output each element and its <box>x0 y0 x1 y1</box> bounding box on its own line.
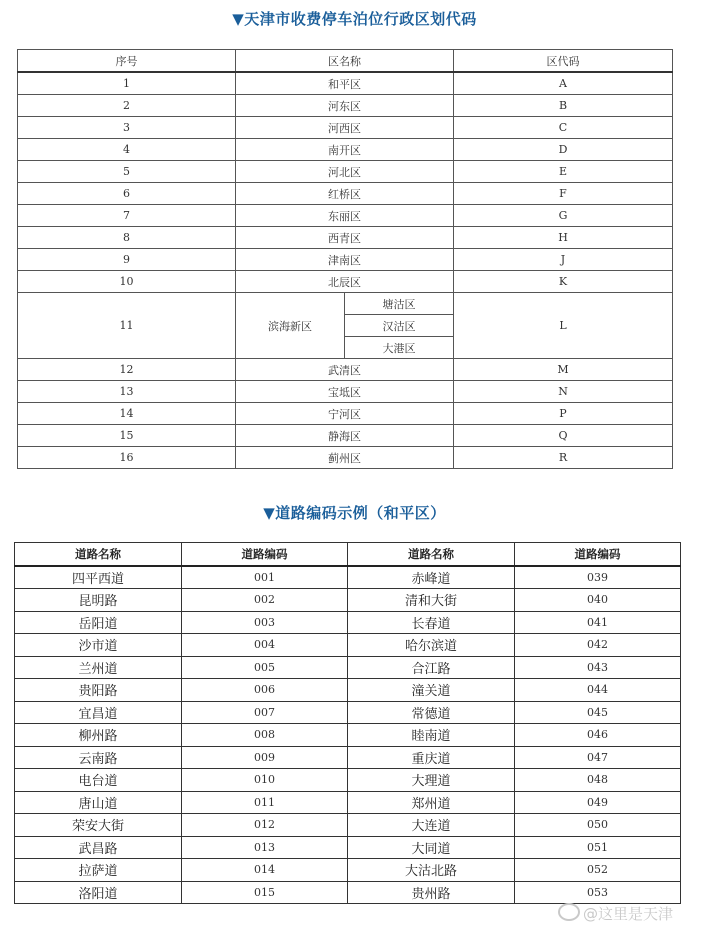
district-name: 静海区 <box>236 425 454 447</box>
row-number: 8 <box>18 227 236 249</box>
header-cell: 序号 <box>18 50 236 73</box>
row-number: 15 <box>18 425 236 447</box>
district-code: J <box>454 249 673 271</box>
road-name: 云南路 <box>15 746 182 769</box>
road-code: 012 <box>182 814 348 837</box>
table-row <box>18 293 673 315</box>
road-name: 长春道 <box>348 611 515 634</box>
table-row <box>15 656 681 679</box>
header-cell: 区名称 <box>236 50 454 73</box>
district-code: R <box>454 447 673 469</box>
road-code: 005 <box>182 656 348 679</box>
table-row <box>15 566 681 589</box>
district-name: 宁河区 <box>236 403 454 425</box>
table-row <box>18 447 673 469</box>
row-number: 1 <box>18 72 236 95</box>
district-code-title: ▼天津市收费停车泊位行政区划代码 <box>232 10 477 28</box>
table-row <box>15 881 681 904</box>
district-name: 宝坻区 <box>236 381 454 403</box>
road-code: 010 <box>182 769 348 792</box>
district-code: Q <box>454 425 673 447</box>
table-row <box>15 611 681 634</box>
road-code: 004 <box>182 634 348 657</box>
road-name: 大连道 <box>348 814 515 837</box>
table-row <box>18 161 673 183</box>
table-row <box>18 205 673 227</box>
road-code: 039 <box>515 566 681 589</box>
sub-district-name: 大港区 <box>345 337 454 359</box>
table-row <box>15 634 681 657</box>
row-number: 4 <box>18 139 236 161</box>
road-code: 045 <box>515 701 681 724</box>
road-code: 042 <box>515 634 681 657</box>
row-number: 16 <box>18 447 236 469</box>
district-code: C <box>454 117 673 139</box>
row-number: 14 <box>18 403 236 425</box>
row-number: 6 <box>18 183 236 205</box>
weibo-logo-icon <box>558 903 580 921</box>
road-code: 007 <box>182 701 348 724</box>
district-code: L <box>454 293 673 359</box>
road-code: 047 <box>515 746 681 769</box>
district-name: 红桥区 <box>236 183 454 205</box>
road-code: 044 <box>515 679 681 702</box>
road-code: 003 <box>182 611 348 634</box>
district-name: 东丽区 <box>236 205 454 227</box>
road-code: 046 <box>515 724 681 747</box>
road-name: 昆明路 <box>15 589 182 612</box>
row-number: 3 <box>18 117 236 139</box>
row-number: 7 <box>18 205 236 227</box>
road-name: 沙市道 <box>15 634 182 657</box>
district-code: K <box>454 271 673 293</box>
road-name: 潼关道 <box>348 679 515 702</box>
table-row <box>18 381 673 403</box>
table-row <box>18 359 673 381</box>
watermark-text: @这里是天津 <box>583 905 674 923</box>
road-name: 贵阳路 <box>15 679 182 702</box>
table-row <box>18 117 673 139</box>
header-cell: 道路名称 <box>348 543 515 566</box>
road-code: 048 <box>515 769 681 792</box>
road-code: 009 <box>182 746 348 769</box>
table-row <box>15 589 681 612</box>
sub-district-name: 汉沽区 <box>345 315 454 337</box>
road-code: 041 <box>515 611 681 634</box>
road-name: 大同道 <box>348 836 515 859</box>
district-name: 西青区 <box>236 227 454 249</box>
road-name: 赤峰道 <box>348 566 515 589</box>
road-code-title: ▼道路编码示例（和平区） <box>263 504 446 522</box>
road-code: 043 <box>515 656 681 679</box>
district-name: 河西区 <box>236 117 454 139</box>
road-name: 兰州道 <box>15 656 182 679</box>
district-code: N <box>454 381 673 403</box>
table-row <box>15 791 681 814</box>
district-name: 和平区 <box>236 72 454 95</box>
table-row <box>18 72 673 95</box>
district-name: 河北区 <box>236 161 454 183</box>
table-header-row <box>18 50 673 73</box>
table-row <box>18 425 673 447</box>
road-name: 柳州路 <box>15 724 182 747</box>
road-code: 008 <box>182 724 348 747</box>
road-code: 052 <box>515 859 681 882</box>
table-header-row <box>15 543 681 566</box>
road-name: 岳阳道 <box>15 611 182 634</box>
road-code: 013 <box>182 836 348 859</box>
table-row <box>15 701 681 724</box>
road-name: 重庆道 <box>348 746 515 769</box>
road-name: 睦南道 <box>348 724 515 747</box>
road-code: 051 <box>515 836 681 859</box>
table-row <box>15 814 681 837</box>
table-row <box>18 139 673 161</box>
road-name: 唐山道 <box>15 791 182 814</box>
road-name: 贵州路 <box>348 881 515 904</box>
district-code: E <box>454 161 673 183</box>
table-row <box>15 679 681 702</box>
district-code: D <box>454 139 673 161</box>
table-row <box>15 859 681 882</box>
road-code: 050 <box>515 814 681 837</box>
row-number: 12 <box>18 359 236 381</box>
road-name: 清和大街 <box>348 589 515 612</box>
watermark <box>558 903 673 924</box>
header-cell: 道路编码 <box>182 543 348 566</box>
district-name: 蓟州区 <box>236 447 454 469</box>
road-name: 大理道 <box>348 769 515 792</box>
table-row <box>15 746 681 769</box>
row-number: 5 <box>18 161 236 183</box>
road-code: 006 <box>182 679 348 702</box>
district-name: 南开区 <box>236 139 454 161</box>
district-name: 武清区 <box>236 359 454 381</box>
row-number: 13 <box>18 381 236 403</box>
road-name: 电台道 <box>15 769 182 792</box>
road-name: 洛阳道 <box>15 881 182 904</box>
table-row <box>18 95 673 117</box>
header-cell: 道路名称 <box>15 543 182 566</box>
road-name: 四平西道 <box>15 566 182 589</box>
road-name: 大沽北路 <box>348 859 515 882</box>
table-row <box>18 183 673 205</box>
district-code: M <box>454 359 673 381</box>
header-cell: 道路编码 <box>515 543 681 566</box>
table-row <box>18 249 673 271</box>
district-code: G <box>454 205 673 227</box>
road-code-table <box>14 542 681 904</box>
table-row <box>15 836 681 859</box>
table-row <box>15 724 681 747</box>
district-code: A <box>454 72 673 95</box>
road-code: 011 <box>182 791 348 814</box>
road-name: 荣安大街 <box>15 814 182 837</box>
road-name: 宜昌道 <box>15 701 182 724</box>
road-name: 常德道 <box>348 701 515 724</box>
district-code: F <box>454 183 673 205</box>
district-code: H <box>454 227 673 249</box>
district-name: 津南区 <box>236 249 454 271</box>
table-row <box>18 271 673 293</box>
road-code: 049 <box>515 791 681 814</box>
header-cell: 区代码 <box>454 50 673 73</box>
sub-district-name: 塘沽区 <box>345 293 454 315</box>
road-name: 郑州道 <box>348 791 515 814</box>
road-code: 014 <box>182 859 348 882</box>
district-code: B <box>454 95 673 117</box>
road-name: 合江路 <box>348 656 515 679</box>
road-code: 001 <box>182 566 348 589</box>
road-code: 053 <box>515 881 681 904</box>
district-name: 滨海新区 <box>236 293 345 359</box>
row-number: 11 <box>18 293 236 359</box>
road-name: 拉萨道 <box>15 859 182 882</box>
row-number: 10 <box>18 271 236 293</box>
district-code-table <box>17 49 673 469</box>
road-code: 002 <box>182 589 348 612</box>
table-row <box>18 227 673 249</box>
table-row <box>15 769 681 792</box>
district-name: 河东区 <box>236 95 454 117</box>
row-number: 2 <box>18 95 236 117</box>
district-name: 北辰区 <box>236 271 454 293</box>
table-row <box>18 403 673 425</box>
road-name: 哈尔滨道 <box>348 634 515 657</box>
row-number: 9 <box>18 249 236 271</box>
road-name: 武昌路 <box>15 836 182 859</box>
road-code: 015 <box>182 881 348 904</box>
road-code: 040 <box>515 589 681 612</box>
district-code: P <box>454 403 673 425</box>
